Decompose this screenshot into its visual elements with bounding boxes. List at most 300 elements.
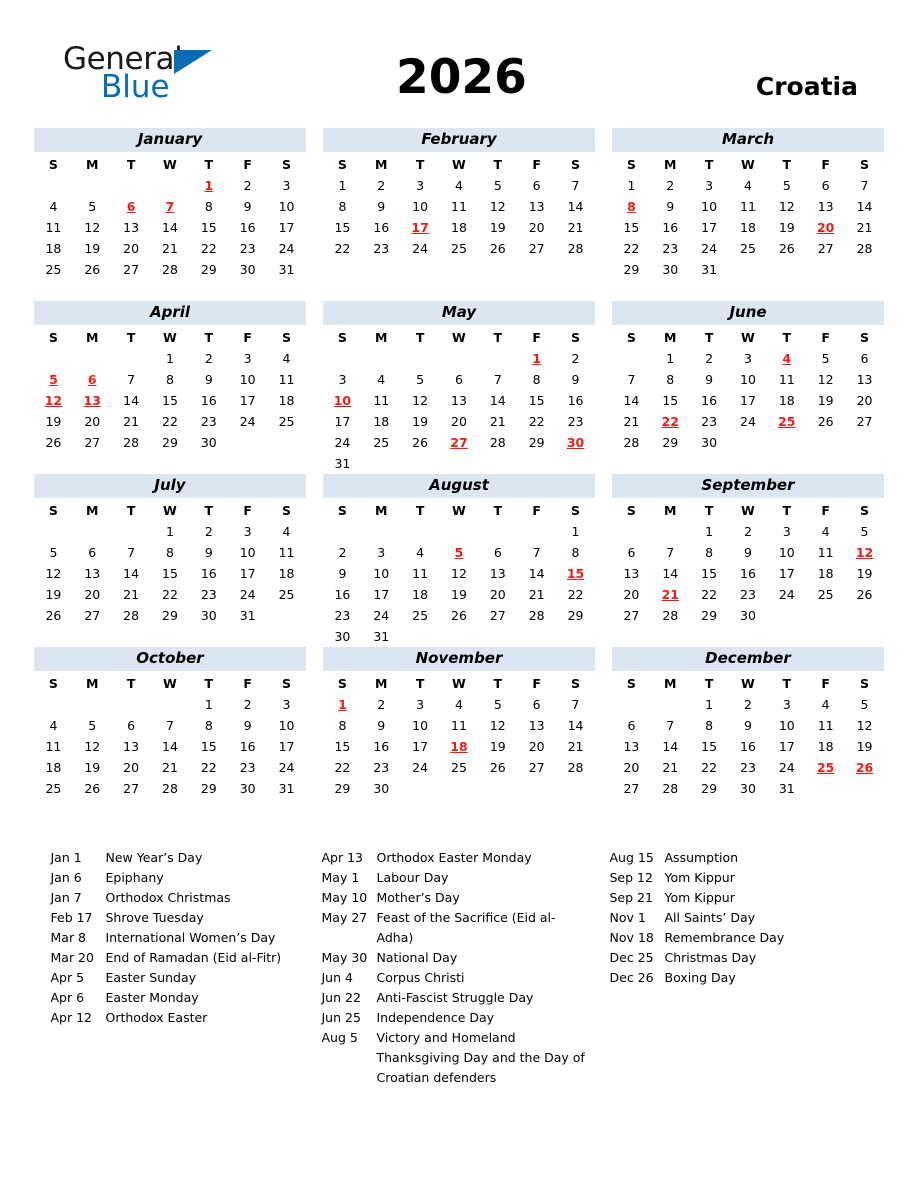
day-cell-holiday[interactable]: 20 bbox=[816, 220, 835, 236]
day-cell[interactable]: 2 bbox=[705, 351, 714, 367]
day-cell[interactable]: 4 bbox=[416, 545, 425, 561]
day-cell[interactable]: 15 bbox=[701, 739, 718, 755]
day-cell[interactable]: 6 bbox=[532, 178, 541, 194]
day-cell[interactable]: 18 bbox=[740, 220, 756, 236]
day-cell[interactable]: 29 bbox=[701, 608, 718, 624]
day-cell[interactable]: 24 bbox=[778, 587, 795, 603]
day-cell[interactable]: 14 bbox=[662, 566, 679, 582]
day-cell[interactable]: 31 bbox=[778, 781, 795, 797]
day-cell[interactable]: 17 bbox=[239, 566, 256, 582]
day-cell[interactable]: 22 bbox=[334, 760, 351, 776]
day-cell[interactable]: 11 bbox=[740, 199, 756, 215]
day-cell[interactable]: 8 bbox=[165, 545, 174, 561]
day-cell-holiday[interactable]: 21 bbox=[661, 587, 679, 603]
day-cell[interactable]: 16 bbox=[200, 393, 217, 409]
day-cell[interactable]: 22 bbox=[334, 241, 351, 257]
day-cell[interactable]: 22 bbox=[528, 414, 545, 430]
day-cell[interactable]: 2 bbox=[204, 524, 213, 540]
day-cell[interactable]: 9 bbox=[705, 372, 714, 388]
day-cell[interactable]: 11 bbox=[412, 566, 429, 582]
day-cell[interactable]: 24 bbox=[778, 760, 795, 776]
day-cell[interactable]: 1 bbox=[165, 524, 174, 540]
day-cell[interactable]: 16 bbox=[239, 739, 256, 755]
day-cell[interactable]: 29 bbox=[662, 435, 679, 451]
day-cell[interactable]: 12 bbox=[84, 739, 101, 755]
day-cell[interactable]: 13 bbox=[623, 739, 640, 755]
day-cell[interactable]: 1 bbox=[705, 697, 714, 713]
day-cell[interactable]: 11 bbox=[373, 393, 390, 409]
day-cell[interactable]: 2 bbox=[338, 545, 347, 561]
day-cell[interactable]: 16 bbox=[373, 220, 390, 236]
day-cell[interactable]: 24 bbox=[412, 760, 429, 776]
day-cell[interactable]: 11 bbox=[451, 718, 467, 734]
day-cell[interactable]: 11 bbox=[817, 718, 834, 734]
day-cell[interactable]: 2 bbox=[743, 697, 752, 713]
day-cell[interactable]: 5 bbox=[782, 178, 791, 194]
day-cell[interactable]: 3 bbox=[243, 524, 252, 540]
day-cell[interactable]: 31 bbox=[373, 629, 390, 645]
day-cell-holiday[interactable]: 13 bbox=[83, 393, 101, 409]
day-cell[interactable]: 21 bbox=[162, 760, 178, 776]
day-cell[interactable]: 15 bbox=[623, 220, 640, 236]
day-cell[interactable]: 28 bbox=[123, 608, 140, 624]
day-cell[interactable]: 23 bbox=[567, 414, 584, 430]
day-cell[interactable]: 1 bbox=[627, 178, 636, 194]
day-cell[interactable]: 26 bbox=[451, 608, 467, 624]
day-cell[interactable]: 19 bbox=[489, 739, 506, 755]
day-cell[interactable]: 14 bbox=[856, 199, 873, 215]
day-cell[interactable]: 22 bbox=[200, 760, 217, 776]
day-cell[interactable]: 27 bbox=[856, 414, 873, 430]
day-cell[interactable]: 23 bbox=[200, 414, 217, 430]
day-cell[interactable]: 2 bbox=[666, 178, 675, 194]
day-cell[interactable]: 8 bbox=[165, 372, 174, 388]
day-cell[interactable]: 23 bbox=[373, 241, 390, 257]
day-cell[interactable]: 28 bbox=[623, 435, 640, 451]
day-cell[interactable]: 6 bbox=[532, 697, 541, 713]
day-cell[interactable]: 11 bbox=[45, 220, 62, 236]
day-cell[interactable]: 26 bbox=[412, 435, 429, 451]
day-cell[interactable]: 18 bbox=[45, 760, 62, 776]
day-cell[interactable]: 2 bbox=[743, 524, 752, 540]
day-cell[interactable]: 17 bbox=[701, 220, 718, 236]
day-cell[interactable]: 20 bbox=[123, 760, 140, 776]
day-cell[interactable]: 25 bbox=[817, 587, 834, 603]
day-cell[interactable]: 27 bbox=[84, 435, 101, 451]
day-cell[interactable]: 30 bbox=[740, 781, 756, 797]
day-cell[interactable]: 20 bbox=[123, 241, 140, 257]
day-cell[interactable]: 30 bbox=[334, 629, 351, 645]
day-cell[interactable]: 2 bbox=[243, 697, 252, 713]
day-cell[interactable]: 5 bbox=[88, 199, 97, 215]
day-cell[interactable]: 10 bbox=[278, 718, 295, 734]
day-cell[interactable]: 14 bbox=[623, 393, 640, 409]
day-cell[interactable]: 8 bbox=[338, 718, 347, 734]
day-cell[interactable]: 16 bbox=[200, 566, 217, 582]
day-cell[interactable]: 1 bbox=[204, 697, 213, 713]
day-cell[interactable]: 17 bbox=[334, 414, 351, 430]
day-cell[interactable]: 27 bbox=[528, 241, 545, 257]
day-cell[interactable]: 25 bbox=[451, 760, 467, 776]
day-cell[interactable]: 5 bbox=[860, 524, 869, 540]
day-cell[interactable]: 23 bbox=[740, 587, 756, 603]
day-cell[interactable]: 16 bbox=[239, 220, 256, 236]
day-cell[interactable]: 19 bbox=[84, 760, 101, 776]
day-cell[interactable]: 7 bbox=[493, 372, 502, 388]
day-cell[interactable]: 3 bbox=[743, 351, 752, 367]
day-cell[interactable]: 27 bbox=[123, 781, 140, 797]
day-cell[interactable]: 12 bbox=[817, 372, 834, 388]
day-cell[interactable]: 23 bbox=[373, 760, 390, 776]
day-cell[interactable]: 3 bbox=[416, 697, 425, 713]
day-cell[interactable]: 15 bbox=[162, 566, 178, 582]
day-cell[interactable]: 21 bbox=[567, 220, 584, 236]
day-cell[interactable]: 25 bbox=[740, 241, 756, 257]
day-cell[interactable]: 22 bbox=[567, 587, 584, 603]
day-cell[interactable]: 28 bbox=[662, 781, 679, 797]
day-cell[interactable]: 24 bbox=[373, 608, 390, 624]
day-cell[interactable]: 14 bbox=[123, 393, 140, 409]
day-cell[interactable]: 16 bbox=[701, 393, 718, 409]
day-cell[interactable]: 2 bbox=[204, 351, 213, 367]
day-cell[interactable]: 22 bbox=[200, 241, 217, 257]
day-cell[interactable]: 10 bbox=[373, 566, 390, 582]
day-cell[interactable]: 8 bbox=[705, 545, 714, 561]
day-cell[interactable]: 22 bbox=[701, 587, 718, 603]
day-cell[interactable]: 3 bbox=[338, 372, 347, 388]
day-cell-holiday[interactable]: 6 bbox=[126, 199, 136, 215]
day-cell-holiday[interactable]: 25 bbox=[816, 760, 835, 776]
day-cell[interactable]: 7 bbox=[571, 697, 580, 713]
day-cell[interactable]: 18 bbox=[451, 220, 467, 236]
day-cell[interactable]: 13 bbox=[528, 199, 545, 215]
day-cell[interactable]: 24 bbox=[701, 241, 718, 257]
day-cell-holiday[interactable]: 1 bbox=[204, 178, 214, 194]
day-cell-holiday[interactable]: 15 bbox=[566, 566, 585, 582]
day-cell[interactable]: 21 bbox=[528, 587, 545, 603]
day-cell[interactable]: 1 bbox=[666, 351, 675, 367]
day-cell[interactable]: 17 bbox=[239, 393, 256, 409]
day-cell[interactable]: 19 bbox=[412, 414, 429, 430]
day-cell-holiday[interactable]: 12 bbox=[44, 393, 63, 409]
day-cell[interactable]: 21 bbox=[662, 760, 679, 776]
day-cell[interactable]: 13 bbox=[123, 739, 140, 755]
day-cell[interactable]: 27 bbox=[84, 608, 101, 624]
day-cell[interactable]: 15 bbox=[200, 220, 217, 236]
day-cell[interactable]: 27 bbox=[623, 781, 640, 797]
day-cell[interactable]: 2 bbox=[571, 351, 580, 367]
day-cell[interactable]: 9 bbox=[243, 718, 252, 734]
day-cell[interactable]: 26 bbox=[45, 435, 62, 451]
day-cell[interactable]: 4 bbox=[282, 524, 291, 540]
day-cell[interactable]: 14 bbox=[123, 566, 140, 582]
day-cell[interactable]: 7 bbox=[127, 545, 136, 561]
day-cell[interactable]: 14 bbox=[489, 393, 506, 409]
day-cell[interactable]: 8 bbox=[705, 718, 714, 734]
day-cell[interactable]: 23 bbox=[200, 587, 217, 603]
day-cell[interactable]: 22 bbox=[701, 760, 718, 776]
day-cell-holiday[interactable]: 10 bbox=[333, 393, 352, 409]
day-cell[interactable]: 2 bbox=[377, 697, 386, 713]
day-cell[interactable]: 20 bbox=[84, 414, 101, 430]
day-cell[interactable]: 10 bbox=[701, 199, 718, 215]
day-cell[interactable]: 30 bbox=[662, 262, 679, 278]
day-cell[interactable]: 6 bbox=[454, 372, 463, 388]
day-cell[interactable]: 10 bbox=[740, 372, 756, 388]
day-cell[interactable]: 7 bbox=[532, 545, 541, 561]
day-cell[interactable]: 23 bbox=[740, 760, 756, 776]
day-cell[interactable]: 31 bbox=[334, 456, 351, 472]
day-cell[interactable]: 18 bbox=[278, 566, 295, 582]
day-cell-holiday[interactable]: 30 bbox=[566, 435, 585, 451]
day-cell-holiday[interactable]: 1 bbox=[532, 351, 541, 367]
day-cell[interactable]: 6 bbox=[821, 178, 830, 194]
day-cell[interactable]: 3 bbox=[243, 351, 252, 367]
day-cell[interactable]: 1 bbox=[165, 351, 174, 367]
day-cell[interactable]: 3 bbox=[282, 178, 291, 194]
day-cell[interactable]: 20 bbox=[623, 587, 640, 603]
day-cell[interactable]: 29 bbox=[701, 781, 718, 797]
day-cell[interactable]: 12 bbox=[84, 220, 101, 236]
day-cell[interactable]: 20 bbox=[528, 220, 545, 236]
day-cell[interactable]: 16 bbox=[662, 220, 679, 236]
day-cell[interactable]: 17 bbox=[778, 566, 795, 582]
day-cell[interactable]: 12 bbox=[856, 718, 873, 734]
day-cell-holiday[interactable]: 27 bbox=[450, 435, 468, 451]
day-cell[interactable]: 8 bbox=[666, 372, 675, 388]
day-cell[interactable]: 11 bbox=[451, 199, 467, 215]
day-cell[interactable]: 6 bbox=[127, 718, 136, 734]
day-cell[interactable]: 24 bbox=[278, 241, 295, 257]
day-cell[interactable]: 31 bbox=[239, 608, 256, 624]
day-cell[interactable]: 3 bbox=[782, 524, 791, 540]
day-cell[interactable]: 18 bbox=[278, 393, 295, 409]
day-cell[interactable]: 27 bbox=[123, 262, 140, 278]
day-cell[interactable]: 19 bbox=[817, 393, 834, 409]
day-cell[interactable]: 4 bbox=[821, 697, 830, 713]
day-cell[interactable]: 9 bbox=[743, 545, 752, 561]
day-cell[interactable]: 28 bbox=[528, 608, 545, 624]
day-cell[interactable]: 15 bbox=[701, 566, 718, 582]
day-cell-holiday[interactable]: 17 bbox=[411, 220, 429, 236]
day-cell-holiday[interactable]: 5 bbox=[454, 545, 464, 561]
day-cell[interactable]: 28 bbox=[567, 760, 584, 776]
day-cell[interactable]: 13 bbox=[856, 372, 873, 388]
day-cell[interactable]: 17 bbox=[778, 739, 795, 755]
day-cell[interactable]: 8 bbox=[571, 545, 580, 561]
day-cell[interactable]: 12 bbox=[778, 199, 795, 215]
day-cell-holiday[interactable]: 26 bbox=[855, 760, 874, 776]
day-cell[interactable]: 18 bbox=[817, 739, 834, 755]
day-cell-holiday[interactable]: 1 bbox=[338, 697, 347, 713]
day-cell[interactable]: 25 bbox=[45, 262, 62, 278]
day-cell[interactable]: 21 bbox=[567, 739, 584, 755]
day-cell[interactable]: 4 bbox=[821, 524, 830, 540]
day-cell[interactable]: 24 bbox=[239, 587, 256, 603]
day-cell[interactable]: 18 bbox=[373, 414, 390, 430]
day-cell[interactable]: 19 bbox=[451, 587, 467, 603]
day-cell[interactable]: 9 bbox=[377, 199, 386, 215]
day-cell[interactable]: 16 bbox=[740, 566, 756, 582]
day-cell[interactable]: 9 bbox=[666, 199, 675, 215]
day-cell[interactable]: 23 bbox=[239, 241, 256, 257]
day-cell-holiday[interactable]: 7 bbox=[165, 199, 175, 215]
day-cell[interactable]: 21 bbox=[623, 414, 640, 430]
day-cell[interactable]: 19 bbox=[45, 414, 62, 430]
day-cell[interactable]: 5 bbox=[49, 545, 58, 561]
day-cell[interactable]: 9 bbox=[204, 372, 213, 388]
day-cell[interactable]: 18 bbox=[45, 241, 62, 257]
day-cell[interactable]: 17 bbox=[412, 739, 429, 755]
day-cell[interactable]: 11 bbox=[278, 545, 295, 561]
day-cell[interactable]: 11 bbox=[45, 739, 62, 755]
day-cell[interactable]: 25 bbox=[278, 587, 295, 603]
day-cell[interactable]: 27 bbox=[817, 241, 834, 257]
day-cell[interactable]: 25 bbox=[412, 608, 429, 624]
day-cell[interactable]: 21 bbox=[489, 414, 506, 430]
day-cell[interactable]: 15 bbox=[162, 393, 178, 409]
day-cell[interactable]: 21 bbox=[162, 241, 178, 257]
day-cell[interactable]: 14 bbox=[162, 220, 178, 236]
day-cell[interactable]: 24 bbox=[239, 414, 256, 430]
day-cell[interactable]: 9 bbox=[243, 199, 252, 215]
day-cell[interactable]: 8 bbox=[204, 199, 213, 215]
day-cell[interactable]: 7 bbox=[571, 178, 580, 194]
day-cell[interactable]: 7 bbox=[666, 545, 675, 561]
day-cell[interactable]: 24 bbox=[412, 241, 429, 257]
day-cell[interactable]: 21 bbox=[123, 414, 140, 430]
day-cell-holiday[interactable]: 18 bbox=[450, 739, 468, 755]
day-cell[interactable]: 29 bbox=[623, 262, 640, 278]
day-cell[interactable]: 6 bbox=[627, 718, 636, 734]
day-cell[interactable]: 7 bbox=[666, 718, 675, 734]
day-cell[interactable]: 1 bbox=[705, 524, 714, 540]
day-cell[interactable]: 4 bbox=[49, 199, 58, 215]
day-cell-holiday[interactable]: 8 bbox=[627, 199, 636, 215]
day-cell[interactable]: 30 bbox=[701, 435, 718, 451]
day-cell[interactable]: 7 bbox=[627, 372, 636, 388]
day-cell[interactable]: 12 bbox=[412, 393, 429, 409]
day-cell[interactable]: 29 bbox=[528, 435, 545, 451]
day-cell-holiday[interactable]: 12 bbox=[855, 545, 874, 561]
day-cell[interactable]: 19 bbox=[84, 241, 101, 257]
day-cell[interactable]: 4 bbox=[377, 372, 386, 388]
day-cell[interactable]: 4 bbox=[743, 178, 752, 194]
day-cell[interactable]: 22 bbox=[162, 587, 178, 603]
day-cell[interactable]: 9 bbox=[743, 718, 752, 734]
day-cell-holiday[interactable]: 22 bbox=[661, 414, 679, 430]
day-cell[interactable]: 6 bbox=[88, 545, 97, 561]
day-cell[interactable]: 7 bbox=[860, 178, 869, 194]
day-cell[interactable]: 16 bbox=[567, 393, 584, 409]
day-cell[interactable]: 13 bbox=[451, 393, 467, 409]
day-cell[interactable]: 30 bbox=[200, 608, 217, 624]
day-cell[interactable]: 10 bbox=[778, 545, 795, 561]
day-cell[interactable]: 25 bbox=[45, 781, 62, 797]
day-cell[interactable]: 24 bbox=[740, 414, 756, 430]
day-cell[interactable]: 23 bbox=[334, 608, 351, 624]
day-cell[interactable]: 31 bbox=[278, 781, 295, 797]
day-cell[interactable]: 26 bbox=[84, 781, 101, 797]
day-cell[interactable]: 20 bbox=[856, 393, 873, 409]
day-cell[interactable]: 4 bbox=[454, 697, 463, 713]
day-cell[interactable]: 3 bbox=[705, 178, 714, 194]
day-cell[interactable]: 29 bbox=[162, 608, 178, 624]
day-cell[interactable]: 18 bbox=[817, 566, 834, 582]
day-cell-holiday[interactable]: 5 bbox=[49, 372, 58, 388]
day-cell[interactable]: 10 bbox=[412, 199, 429, 215]
day-cell[interactable]: 26 bbox=[489, 241, 506, 257]
day-cell[interactable]: 17 bbox=[278, 739, 295, 755]
day-cell[interactable]: 3 bbox=[782, 697, 791, 713]
day-cell[interactable]: 2 bbox=[377, 178, 386, 194]
day-cell[interactable]: 10 bbox=[412, 718, 429, 734]
day-cell[interactable]: 19 bbox=[778, 220, 795, 236]
day-cell[interactable]: 15 bbox=[662, 393, 679, 409]
day-cell[interactable]: 23 bbox=[662, 241, 679, 257]
day-cell[interactable]: 11 bbox=[778, 372, 795, 388]
day-cell[interactable]: 10 bbox=[278, 199, 295, 215]
day-cell[interactable]: 29 bbox=[200, 781, 217, 797]
day-cell[interactable]: 12 bbox=[451, 566, 467, 582]
day-cell[interactable]: 5 bbox=[860, 697, 869, 713]
day-cell[interactable]: 27 bbox=[489, 608, 506, 624]
day-cell[interactable]: 30 bbox=[200, 435, 217, 451]
day-cell[interactable]: 3 bbox=[416, 178, 425, 194]
day-cell[interactable]: 31 bbox=[278, 262, 295, 278]
day-cell[interactable]: 25 bbox=[451, 241, 467, 257]
day-cell[interactable]: 12 bbox=[45, 566, 62, 582]
day-cell[interactable]: 30 bbox=[740, 608, 756, 624]
day-cell[interactable]: 18 bbox=[412, 587, 429, 603]
day-cell[interactable]: 29 bbox=[567, 608, 584, 624]
day-cell[interactable]: 4 bbox=[49, 718, 58, 734]
day-cell[interactable]: 14 bbox=[567, 718, 584, 734]
day-cell[interactable]: 19 bbox=[45, 587, 62, 603]
day-cell-holiday[interactable]: 25 bbox=[778, 414, 796, 430]
day-cell[interactable]: 5 bbox=[493, 178, 502, 194]
day-cell[interactable]: 29 bbox=[162, 435, 178, 451]
day-cell[interactable]: 13 bbox=[623, 566, 640, 582]
day-cell[interactable]: 5 bbox=[821, 351, 830, 367]
day-cell[interactable]: 20 bbox=[84, 587, 101, 603]
day-cell[interactable]: 9 bbox=[204, 545, 213, 561]
day-cell[interactable]: 20 bbox=[489, 587, 506, 603]
day-cell[interactable]: 6 bbox=[493, 545, 502, 561]
day-cell[interactable]: 16 bbox=[740, 739, 756, 755]
day-cell[interactable]: 4 bbox=[454, 178, 463, 194]
day-cell[interactable]: 14 bbox=[162, 739, 178, 755]
day-cell[interactable]: 27 bbox=[528, 760, 545, 776]
day-cell[interactable]: 18 bbox=[778, 393, 795, 409]
day-cell[interactable]: 3 bbox=[282, 697, 291, 713]
day-cell[interactable]: 29 bbox=[334, 781, 351, 797]
day-cell[interactable]: 29 bbox=[200, 262, 217, 278]
day-cell[interactable]: 9 bbox=[571, 372, 580, 388]
day-cell[interactable]: 19 bbox=[856, 739, 873, 755]
day-cell[interactable]: 10 bbox=[239, 545, 256, 561]
day-cell[interactable]: 13 bbox=[123, 220, 140, 236]
day-cell[interactable]: 4 bbox=[282, 351, 291, 367]
day-cell[interactable]: 15 bbox=[334, 739, 351, 755]
day-cell[interactable]: 27 bbox=[623, 608, 640, 624]
day-cell-holiday[interactable]: 6 bbox=[87, 372, 97, 388]
day-cell[interactable]: 26 bbox=[489, 760, 506, 776]
day-cell[interactable]: 28 bbox=[162, 262, 178, 278]
day-cell[interactable]: 14 bbox=[567, 199, 584, 215]
day-cell[interactable]: 23 bbox=[701, 414, 718, 430]
day-cell[interactable]: 28 bbox=[662, 608, 679, 624]
